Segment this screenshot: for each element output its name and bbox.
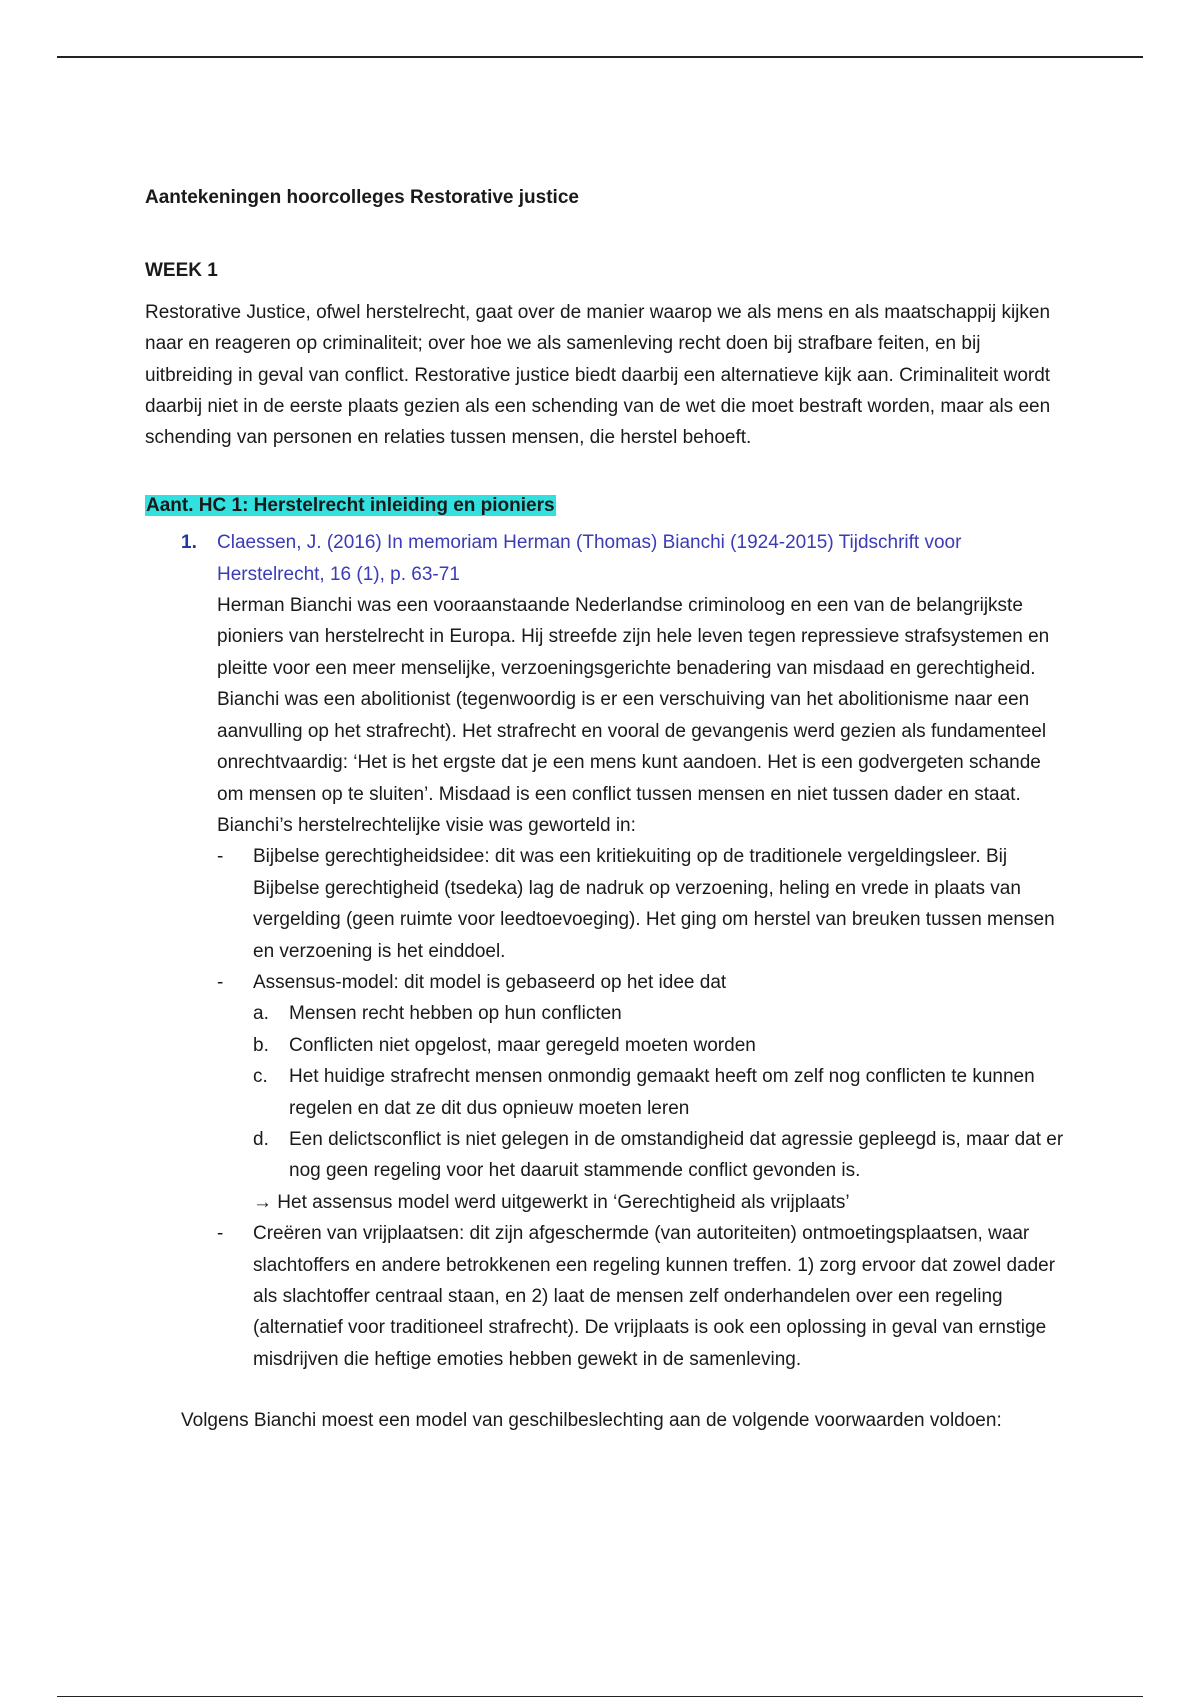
document-title: Aantekeningen hoorcolleges Restorative justice bbox=[145, 187, 579, 208]
numbered-item-1 bbox=[181, 527, 1065, 1375]
intro-paragraph: Restorative Justice, ofwel herstelrecht, gaat over de manier waarop we als mens en als maatschappij kijken naar en reageren op criminaliteit; over hoe we als samenleving recht doen bij strafbare feiten, en bij uitbreiding in geval van conflict. Restorative justice biedt daarbij een alternatieve kijk aan. Criminaliteit wordt daarbij niet in de eerste plaats gezien als een schending van de wet die moet bestraft worden, maar als een schending van personen en relaties tussen mensen, die herstel behoeft. bbox=[145, 301, 1051, 449]
sub-list-item-text: Een delictsconflict is niet gelegen in de omstandigheid dat agressie gepleegd is, maar dat er nog geen regeling voor het daaruit stammende conflict gevonden is. bbox=[289, 1128, 1064, 1182]
section-heading-highlight: Aant. HC 1: Herstelrecht inleiding en pioniers bbox=[146, 494, 555, 516]
section-heading bbox=[145, 490, 1065, 521]
sub-list-item-text: Conflicten niet opgelost, maar geregeld moeten worden bbox=[289, 1034, 756, 1056]
dash-bullet: - bbox=[217, 1223, 224, 1245]
sub-list-item-text: Mensen recht hebben op hun conflicten bbox=[289, 1003, 622, 1025]
footer-rule bbox=[57, 1696, 1143, 1697]
header-rule bbox=[57, 56, 1143, 58]
week-heading: WEEK 1 bbox=[145, 260, 218, 282]
list-item-text: Assensus-model: dit model is gebaseerd op het idee dat bbox=[253, 971, 727, 993]
alpha-marker: d. bbox=[253, 1128, 269, 1150]
list-item bbox=[217, 967, 1065, 1218]
alpha-list bbox=[253, 998, 1065, 1186]
sub-list-item bbox=[253, 998, 1065, 1029]
alpha-marker: c. bbox=[253, 1066, 268, 1088]
dash-list bbox=[217, 841, 1065, 1375]
list-item-text: Creëren van vrijplaatsen: dit zijn afgeschermde (van autoriteiten) ontmoetingsplaatsen, waar slachtoffers en andere betrokkenen een regeling kunnen treffen. 1) zorg ervoor dat zowel dader als slachtoffer centraal staan, en 2) laat de mensen zelf onderhandelen over een regeling (alternatief voor traditioneel strafrecht). De vrijplaats is ook een oplossing in geval van ernstige misdrijven die heftige emoties hebben gewekt in de samenleving. bbox=[253, 1223, 1056, 1370]
item-number: 1. bbox=[181, 532, 197, 554]
list-item bbox=[217, 841, 1065, 967]
alpha-marker: a. bbox=[253, 1003, 269, 1025]
arrow-note: → Het assensus model werd uitgewerkt in ‘Gerechtigheid als vrijplaats’ bbox=[253, 1191, 850, 1213]
dash-bullet: - bbox=[217, 971, 224, 993]
list-item bbox=[217, 1218, 1065, 1375]
item-body-paragraph: Herman Bianchi was een vooraanstaande Nederlandse criminoloog en een van de belangrijkste pioniers van herstelrecht in Europa. Hij streefde zijn hele leven tegen repressieve strafsystemen en pleitte voor een meer menselijke, verzoeningsgerichte benadering van misdaad en gerechtigheid. Bianchi was een abolitionist (tegenwoordig is er een verschuiving van het abolitionisme naar een aanvulling op het strafrecht). Het strafrecht en vooral de gevangenis werd gezien als fundamenteel onrechtvaardig: ‘Het is het ergste dat je een mens kunt aandoen. Het is een godvergeten schande om mensen op te sluiten’. Misdaad is een conflict tussen mensen en niet tussen dader en staat. Bianchi’s herstelrechtelijke visie was geworteld in: bbox=[217, 595, 1050, 836]
list-item-text: Bijbelse gerechtigheidsidee: dit was een kritiekuiting op de traditionele vergeldingsleer. Bij Bijbelse gerechtigheid (tsedeka) lag de nadruk op verzoening, heling en vrede in plaats van vergelding (geen ruimte voor leedtoevoeging). Het ging om herstel van breuken tussen mensen en verzoening is het einddoel. bbox=[253, 846, 1055, 962]
closing-paragraph: Volgens Bianchi moest een model van geschilbeslechting aan de volgende voorwaarden voldoen: bbox=[181, 1410, 1002, 1432]
sub-list-item-text: Het huidige strafrecht mensen onmondig gemaakt heeft om zelf nog conflicten te kunnen regelen en dat ze dit dus opnieuw moeten leren bbox=[289, 1066, 1035, 1119]
sub-list-item bbox=[253, 1061, 1065, 1124]
dash-bullet: - bbox=[217, 846, 224, 868]
document-body bbox=[145, 182, 1065, 1437]
reference-citation: Claessen, J. (2016) In memoriam Herman (Thomas) Bianchi (1924-2015) Tijdschrift voor Herstelrecht, 16 (1), p. 63-71 bbox=[217, 532, 962, 585]
sub-list-item bbox=[253, 1124, 1065, 1187]
alpha-marker: b. bbox=[253, 1034, 269, 1056]
sub-list-item bbox=[253, 1030, 1065, 1061]
